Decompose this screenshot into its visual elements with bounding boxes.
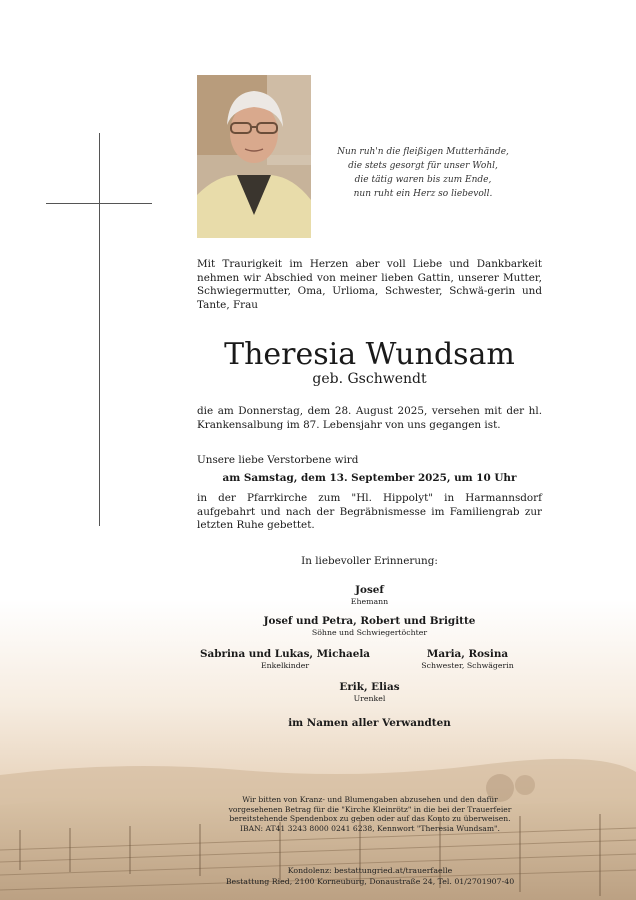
- mourner-names: Josef: [355, 584, 384, 596]
- donation-line: vorgesehenen Betrag für die "Kirche Kleinrötz" in die bei der Trauerfeier: [228, 804, 512, 814]
- poem-line: die stets gesorgt für unser Wohl,: [348, 161, 498, 171]
- cross-horizontal-bar: [46, 203, 152, 204]
- condolence-link[interactable]: Kondolenz: bestattungried.at/trauerfaelle: [287, 866, 453, 875]
- poem: [328, 145, 518, 201]
- contact-info: [160, 866, 580, 887]
- cross-vertical-bar: [99, 133, 100, 526]
- mourner-relation: Urenkel: [353, 694, 386, 703]
- burial-paragraph: in der Pfarrkirche zum "Hl. Hippolyt" in Harmannsdorf aufgebahrt und nach der Begräbnismesse im Familiengrab zur letzten Ruhe gebettet.: [197, 492, 542, 531]
- on-behalf-line: im Namen aller Verwandten: [288, 717, 451, 729]
- mourner-names: Josef und Petra, Robert und Brigitte: [263, 615, 476, 627]
- mourner-group: [237, 615, 502, 638]
- portrait-photo: [197, 75, 311, 238]
- mourner-relation: Ehemann: [350, 597, 389, 606]
- donation-line: Wir bitten von Kranz- und Blumengaben abzusehen und den dafür: [242, 795, 498, 804]
- deceased-intro-line: Unsere liebe Verstorbene wird: [197, 454, 359, 466]
- mourner-relation: Schwester, Schwägerin: [421, 661, 514, 670]
- funeral-date-line: am Samstag, dem 13. September 2025, um 10 Uhr: [222, 472, 517, 484]
- donation-line: IBAN: AT41 3243 8000 0241 6238, Kennwort "Theresia Wundsam".: [240, 823, 500, 833]
- mourner-group: [190, 648, 380, 671]
- maiden-name: geb. Gschwendt: [312, 371, 427, 387]
- intro-paragraph: Mit Traurigkeit im Herzen aber voll Liebe und Dankbarkeit nehmen wir Abschied von meiner lieben Gattin, unserer Mutter, Schwiegermutter, Oma, Urlioma, Schwester, Schwä-gerin und Tante, Frau: [197, 258, 542, 311]
- mourner-relation: Söhne und Schwiegertöchter: [311, 628, 428, 637]
- mourner-group: [400, 648, 535, 671]
- poem-line: nun ruht ein Herz so liebevoll.: [353, 189, 493, 199]
- donation-line: bereitstehende Spendenbox zu geben oder auf das Konto zu überweisen.: [229, 814, 511, 824]
- death-notice-paragraph: die am Donnerstag, dem 28. August 2025, versehen mit der hl. Krankensalbung im 87. Lebensjahr von uns gegangen ist.: [197, 405, 542, 431]
- mourner-relation: Enkelkinder: [260, 661, 310, 670]
- donation-notice: [160, 795, 580, 833]
- vineyard-landscape-background: [0, 600, 636, 900]
- mourner-names: Sabrina und Lukas, Michaela: [199, 648, 371, 660]
- mourner-names: Maria, Rosina: [426, 648, 509, 660]
- poem-line: die tätig waren bis zum Ende,: [354, 175, 492, 185]
- mourner-group: [297, 584, 442, 607]
- in-memory-heading: In liebevoller Erinnerung:: [301, 555, 438, 567]
- poem-line: Nun ruh'n die fleißigen Mutterhände,: [337, 147, 509, 157]
- mourner-names: Erik, Elias: [339, 681, 400, 693]
- mourner-group: [297, 681, 442, 704]
- deceased-name: Theresia Wundsam: [224, 337, 515, 372]
- undertaker-address: Bestattung Ried, 2100 Korneuburg, Donaustraße 24, Tel. 01/2701907-40: [225, 876, 515, 886]
